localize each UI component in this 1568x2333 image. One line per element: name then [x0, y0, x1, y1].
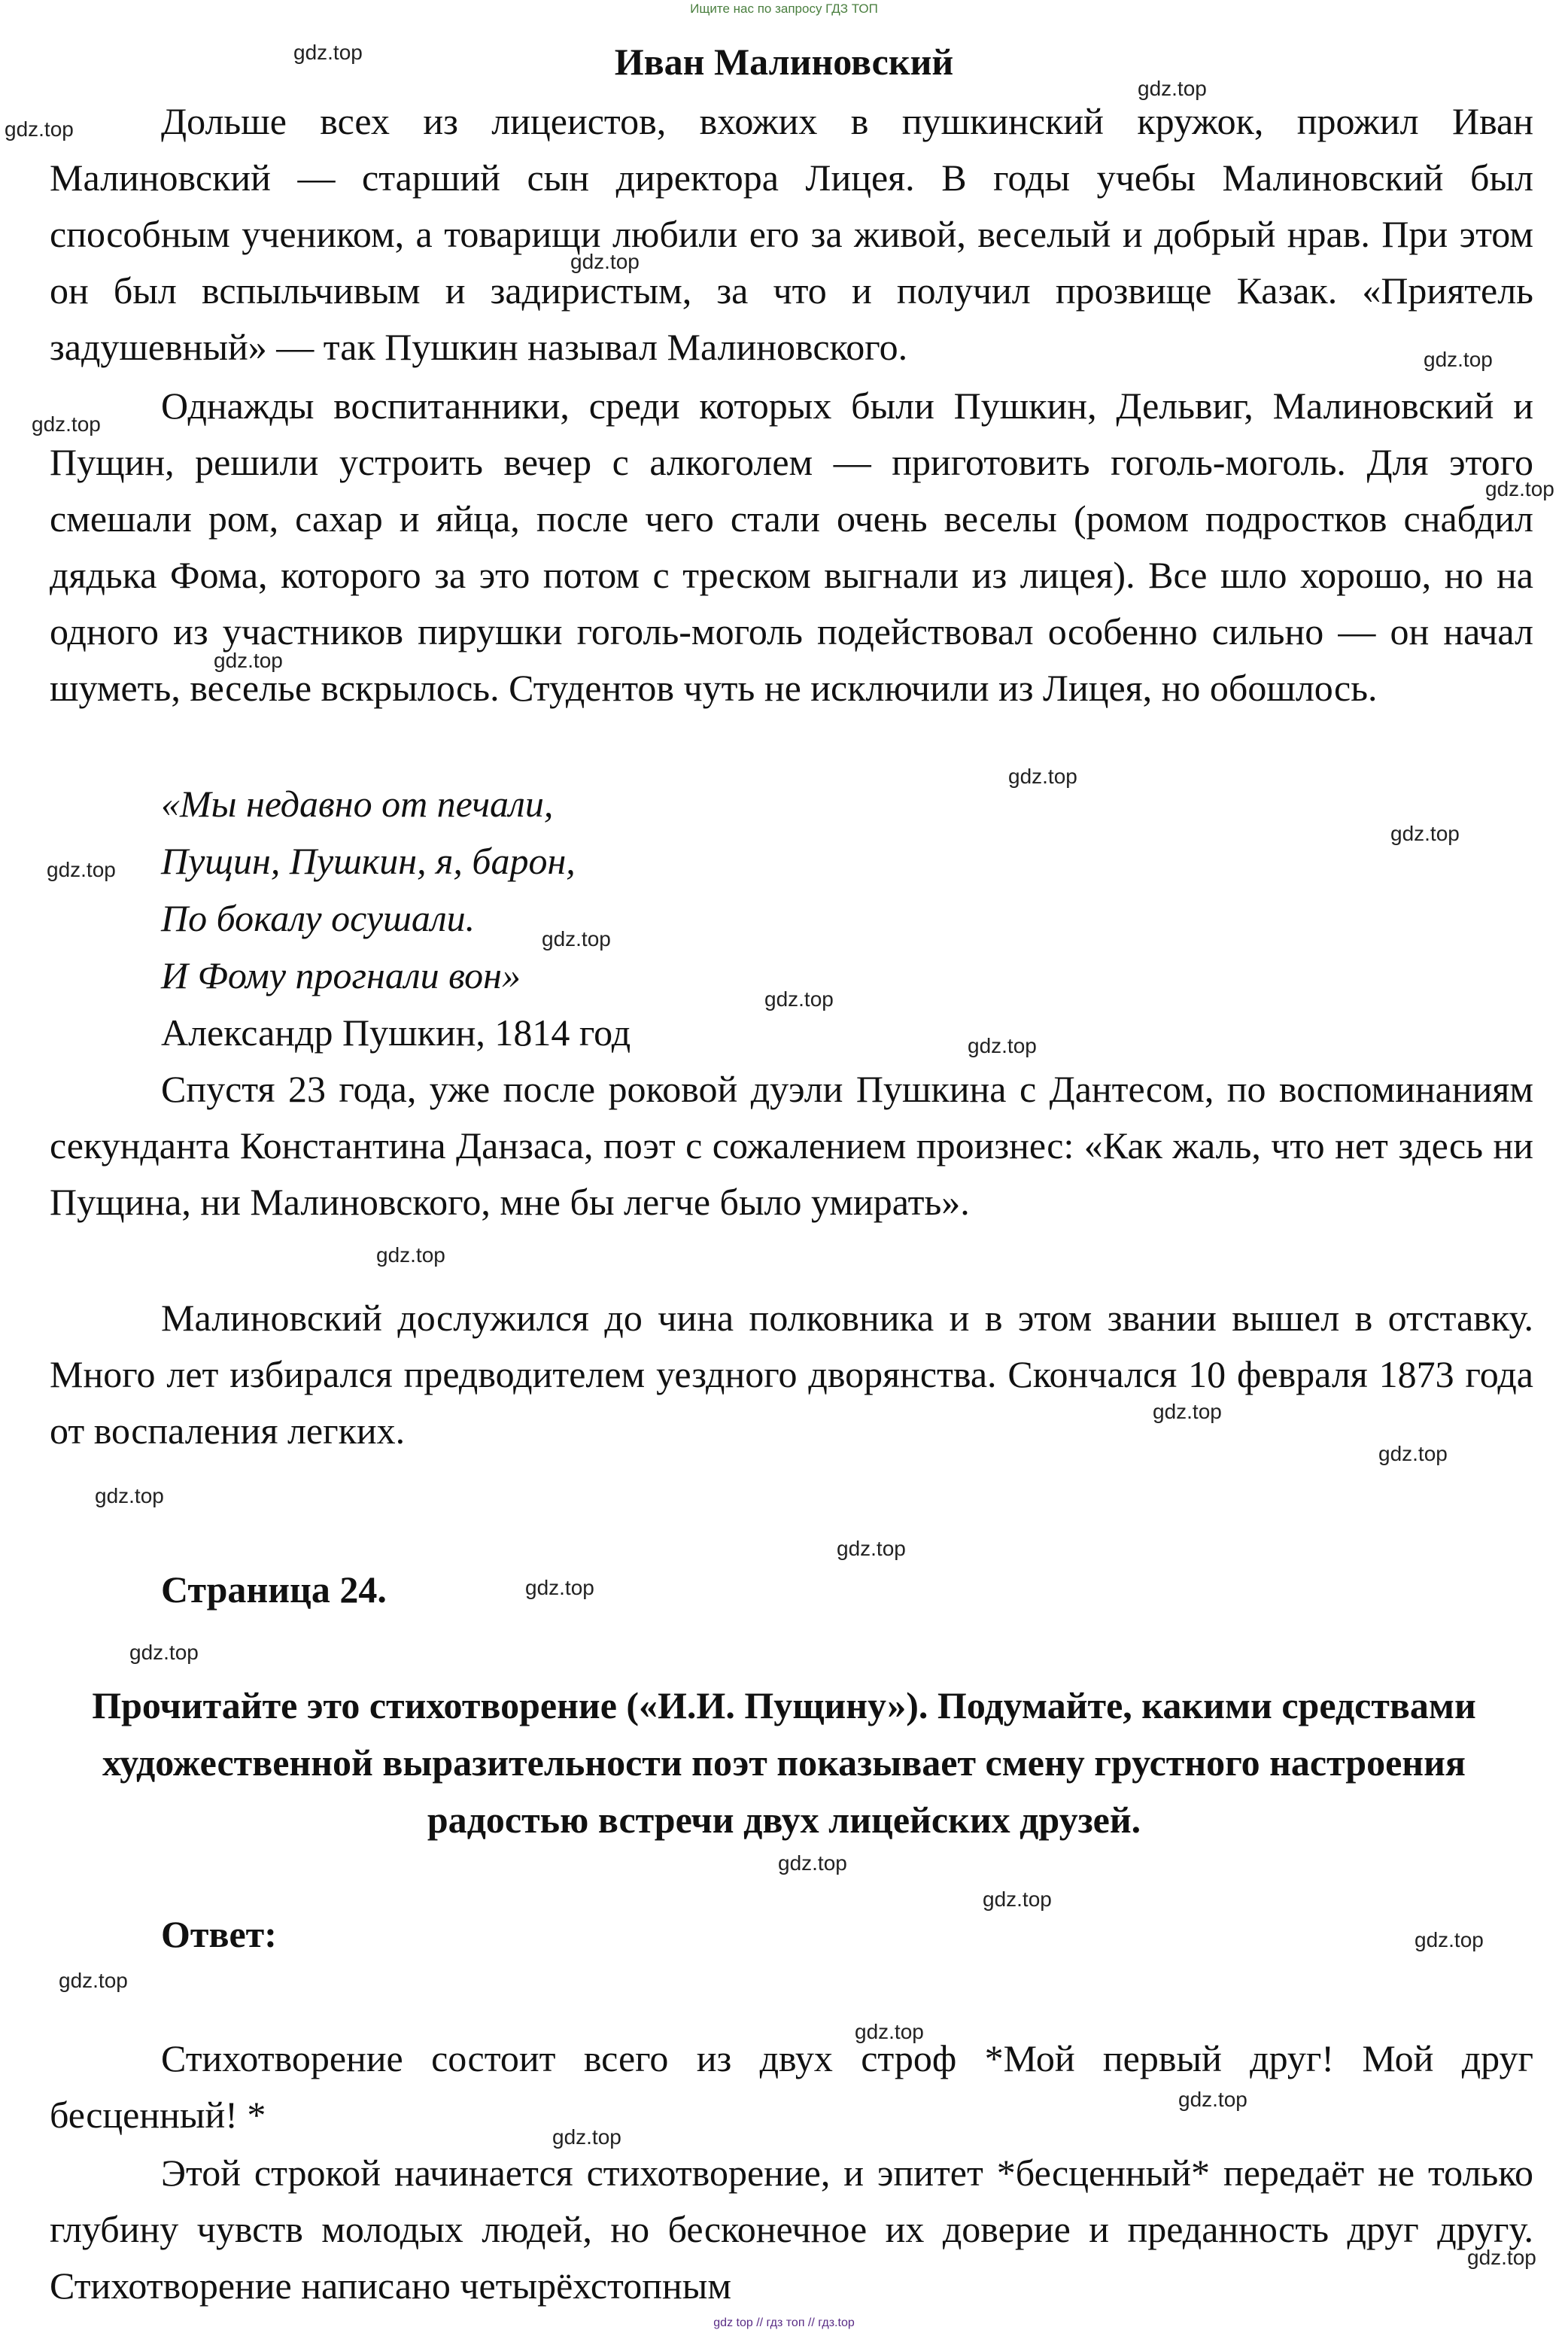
watermark: gdz.top	[59, 1969, 128, 1992]
paragraph-3: Спустя 23 года, уже после роковой дуэли Пушкина с Дантесом, по воспоминаниям секунданта Константина Данзаса, поэт с сожалением произнес: «Как жаль, что нет здесь ни Пущина, ни Малиновского, мне бы легче было умирать».	[50, 1068, 1533, 1223]
watermark: gdz.top	[764, 987, 834, 1011]
watermark: gdz.top	[983, 1887, 1052, 1911]
watermark: gdz.top	[525, 1576, 594, 1599]
watermark: gdz.top	[32, 412, 101, 436]
watermark: gdz.top	[778, 1851, 847, 1875]
page-number-heading: Страница 24.	[161, 1568, 387, 1611]
watermark: gdz.top	[47, 858, 116, 881]
watermark: gdz.top	[1467, 2246, 1536, 2269]
answer-paragraph-2: Этой строкой начинается стихотворение, и эпитет *бесценный* передаёт не только глубину чувств молодых людей, но бесконечное их доверие и преданность друг другу. Стихотворение написано четырёхстопным	[50, 2152, 1533, 2307]
watermark: gdz.top	[1178, 2088, 1247, 2111]
poem-line: Пущин, Пушкин, я, барон,	[161, 840, 576, 882]
poem-attribution: Александр Пушкин, 1814 год	[161, 1011, 631, 1054]
poem-line: И Фому прогнали вон»	[161, 954, 521, 996]
watermark: gdz.top	[1390, 822, 1460, 845]
watermark: gdz.top	[1138, 77, 1207, 100]
watermark: gdz.top	[1485, 477, 1554, 500]
poem-line: «Мы недавно от печали,	[161, 783, 554, 825]
header-note: Ищите нас по запросу ГДЗ ТОП	[690, 2, 878, 16]
watermark: gdz.top	[837, 1537, 906, 1560]
watermark: gdz.top	[5, 117, 74, 141]
watermark: gdz.top	[214, 649, 283, 672]
watermark: gdz.top	[855, 2020, 924, 2043]
answer-label: Ответ:	[161, 1913, 277, 1955]
paragraph-2: Однажды воспитанники, среди которых были Пушкин, Дельвиг, Малиновский и Пущин, решили устроить вечер с алкоголем — приготовить гоголь-моголь. Для этого смешали ром, сахар и яйца, после чего стали очень веселы (ромом подростков снабдил дядька Фома, которого за это потом с треском выгнали из лицея). Все шло хорошо, но на одного из участников пирушки гоголь-моголь подействовал особенно сильно — он начал шуметь, веселье вскрылось. Студентов чуть не исключили из Лицея, но обошлось.	[50, 385, 1533, 709]
watermark: gdz.top	[1424, 348, 1493, 371]
watermark: gdz.top	[1378, 1442, 1448, 1465]
watermark: gdz.top	[1153, 1400, 1222, 1423]
watermark: gdz.top	[95, 1484, 164, 1507]
watermark: gdz.top	[1415, 1928, 1484, 1951]
footer-note: gdz top // гдз топ // гдз.top	[713, 2316, 855, 2329]
watermark: gdz.top	[552, 2125, 621, 2149]
watermark: gdz.top	[968, 1034, 1037, 1057]
poem-line: По бокалу осушали.	[161, 897, 476, 939]
answer-paragraph-1: Стихотворение состоит всего из двух строф *Мой первый друг! Мой друг бесценный! *	[50, 2037, 1533, 2136]
watermark: gdz.top	[1008, 765, 1077, 788]
page-title: Иван Малиновский	[614, 41, 954, 83]
poem	[161, 775, 576, 1004]
task-text: Прочитайте это стихотворение («И.И. Пущину»). Подумайте, какими средствами художественной выразительности поэт показывает смену грустного настроения радостью встречи двух лицейских друзей.	[92, 1684, 1476, 1841]
watermark: gdz.top	[376, 1243, 445, 1267]
watermark: gdz.top	[570, 250, 640, 273]
paragraph-1: Дольше всех из лицеистов, вхожих в пушкинский кружок, прожил Иван Малиновский — старший сын директора Лицея. В годы учебы Малиновский был способным учеником, а товарищи любили его за живой, веселый и добрый нрав. При этом он был вспыльчивым и задиристым, за что и получил прозвище Казак. «Приятель задушевный» — так Пушкин называл Малиновского.	[50, 100, 1533, 368]
paragraph-4: Малиновский дослужился до чина полковника и в этом звании вышел в отставку. Много лет избирался предводителем уездного дворянства. Скончался 10 февраля 1873 года от воспаления легких.	[50, 1297, 1533, 1452]
watermark: gdz.top	[129, 1641, 199, 1664]
watermark: gdz.top	[542, 927, 611, 951]
watermark: gdz.top	[293, 41, 363, 64]
